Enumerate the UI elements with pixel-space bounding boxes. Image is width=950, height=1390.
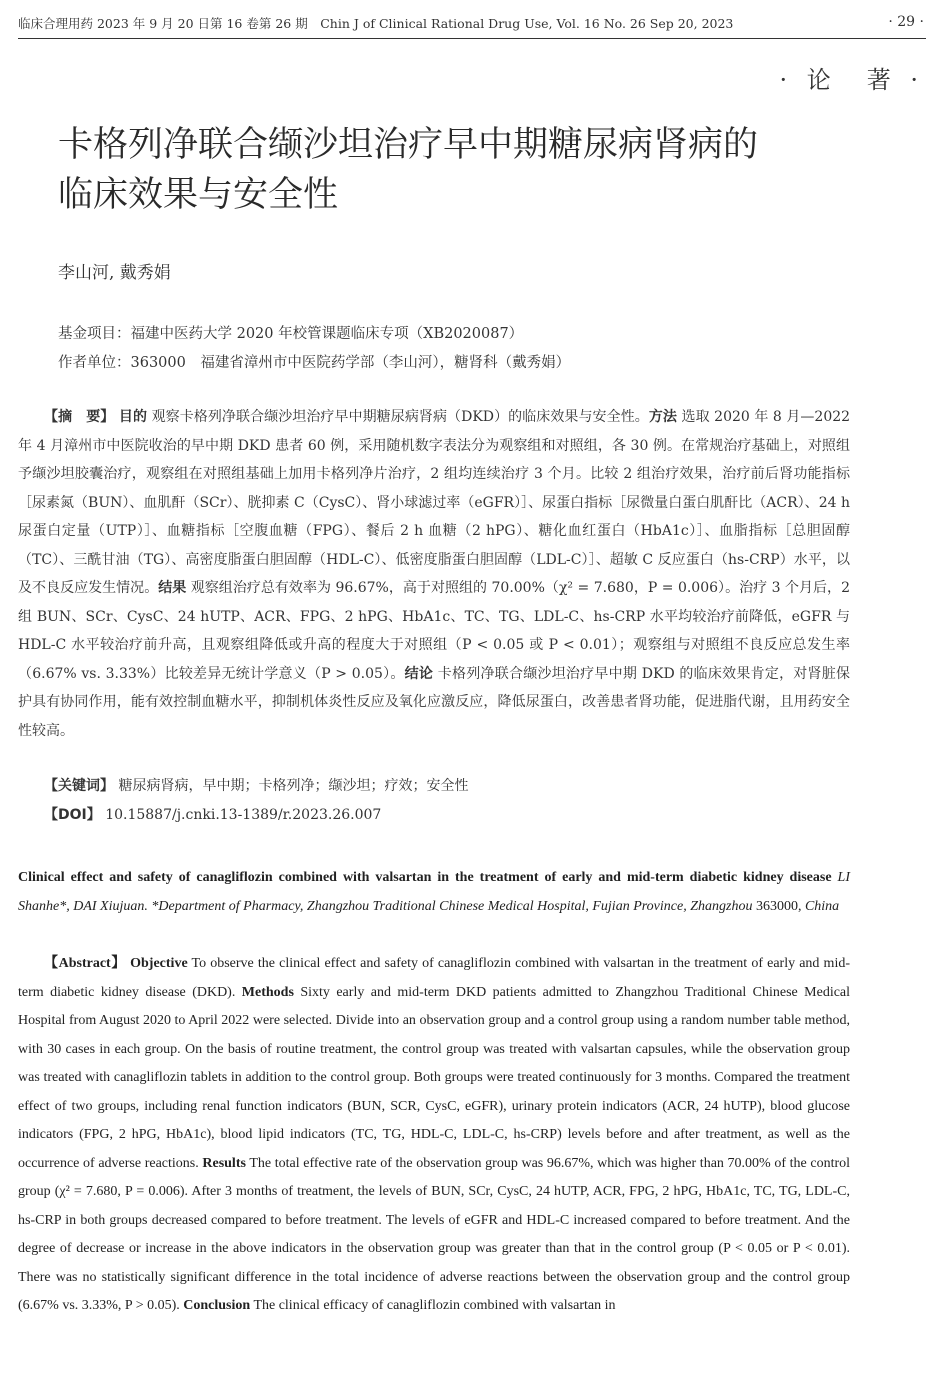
en-results-label: Results: [202, 1155, 246, 1171]
keywords-label: 【关键词】: [44, 778, 114, 794]
en-postcode: 363000,: [755, 898, 802, 914]
cn-objective-label: 目的: [118, 409, 148, 425]
cn-results-label: 结果: [158, 580, 187, 596]
keywords-line: [44, 775, 468, 795]
en-title: Clinical effect and safety of canagliflozin combined with valsartan in the treatment of early and mid-term diabetic kidney disease: [18, 870, 832, 885]
en-abstract-label: 【Abstract】: [44, 956, 126, 971]
en-objective: To observe the clinical effect and safety of canagliflozin combined with valsartan in the treatment of early and mid-term diabetic kidney disease (DKD).: [18, 956, 850, 1000]
en-methods: Sixty early and mid-term DKD patients admitted to Zhangzhou Traditional Chinese Medical Hospital from August 2020 to April 2022 were selected. Divide into an observation group and a control group using a random number table method, with 30 cases in each group. On the basis of routine treatment, the control group was treated with valsartan capsules, while the observation group was treated with canagliflozin tablets in addition to the control group. Both groups were treated continuously for 3 months. Compared the treatment effect of two groups, including renal function indicators (BUN, SCR, CysC, eGFR), urinary protein indicators (ACR, 24 hUTP), blood glucose indicators (FPG, 2 hPG, HbA1c), blood lipid indicators (TC, TG, HDL-C, LDL-C, hs-CRP) levels before and after treatment, as well as the occurrence of adverse reactions.: [18, 984, 851, 1171]
en-authors: LI Shanhe*, DAI Xiujuan.: [18, 870, 850, 914]
doi-line: [44, 804, 381, 824]
title-line-1: 卡格列净联合缬沙坦治疗早中期糖尿病肾病的: [58, 125, 759, 165]
affiliation-line: 作者单位：363000 福建省漳州市中医院药学部（李山河），糖肾科（戴秀娟）: [58, 355, 571, 371]
en-abstract: [18, 950, 850, 1321]
doi-text: 10.15887/j.cnki.13-1389/r.2023.26.007: [105, 807, 382, 823]
running-header: 临床合理用药 2023 年 9 月 20 日第 16 卷第 26 期 Chin J of Clinical Rational Drug Use, Vol. 16 No. 26 Sep 20, 2023: [18, 16, 734, 31]
en-conclusion-label: Conclusion: [183, 1298, 251, 1313]
cn-abstract-label: 【摘 要】: [44, 409, 115, 425]
keywords-text: 糖尿病肾病，早中期；卡格列净；缬沙坦；疗效；安全性: [118, 778, 469, 794]
title-line-2: 临床效果与安全性: [58, 175, 339, 215]
cn-methods-label: 方法: [648, 409, 677, 425]
article-title: [58, 120, 858, 220]
cn-results: 观察组治疗总有效率为 96.67%，高于对照组的 70.00%（χ² = 7.680，P = 0.006）。治疗 3 个月后，2 组 BUN、SCr、CysC、24 hUTP、ACR、FPG、2 hPG、HbA1c、TC、TG、LDL-C、hs-CRP 水平均较治疗前降低，eGFR 与 HDL-C 水平较治疗前升高，且观察组降低或升高的程度大于对照组（P < 0.05 或 P < 0.01）；观察组与对照组不良反应总发生率（6.67% vs. 3.33%）比较差异无统计学意义（P > 0.05）。: [18, 580, 850, 682]
authors: 李山河, 戴秀娟: [58, 263, 171, 283]
cn-conclusion: 卡格列净联合缬沙坦治疗早中期 DKD 的临床效果肯定，对肾脏保护具有协同作用，能有效控制血糖水平，抑制机体炎性反应及氧化应激反应，降低尿蛋白，改善患者肾功能，促进脂代谢，且用药安全性较高。: [18, 665, 851, 739]
en-conclusion: The clinical efficacy of canagliflozin combined with valsartan in: [253, 1298, 616, 1313]
section-label: · 论 著 ·: [779, 66, 924, 94]
en-results: The total effective rate of the observation group was 96.67%, which was higher than 70.00% of the control group (χ² = 7.680, P = 0.006). After 3 months of treatment, the levels of BUN, SCr, CysC, 24 hUTP, ACR, FPG, 2 hPG, HbA1c, TC, TG, LDL-C, hs-CRP in both groups decreased compared to before treatment. The levels of eGFR and HDL-C increased compared to before treatment. And the degree of decrease or increase in the above indicators in the observation group was greater than that in the control group (P < 0.05 or P < 0.01). There was no statistically significant difference in the total incidence of adverse reactions between the observation group and the control group (6.67% vs. 3.33%, P > 0.05).: [18, 1155, 851, 1313]
cn-objective: 观察卡格列净联合缬沙坦治疗早中期糖尿病肾病（DKD）的临床效果与安全性。: [151, 409, 649, 425]
cn-conclusion-label: 结论: [404, 665, 434, 682]
en-objective-label: Objective: [130, 956, 188, 971]
cn-methods: 选取 2020 年 8 月—2022 年 4 月漳州市中医院收治的早中期 DKD 患者 60 例，采用随机数字表法分为观察组和对照组，各 30 例。在常规治疗基础上，对照组予缬沙坦胶囊治疗，观察组在对照组基础上加用卡格列净片治疗，2 组均连续治疗 3 个月。比较 2 组治疗效果，治疗前后肾功能指标［尿素氮（BUN）、血肌酐（SCr）、胱抑素 C（CysC）、肾小球滤过率（eGFR）］、尿蛋白指标［尿微量白蛋白肌酐比（ACR）、24 h 尿蛋白定量（UTP）］、血糖指标［空腹血糖（FPG）、餐后 2 h 血糖（2 hPG）、糖化血红蛋白（HbA1c）］、血脂指标［总胆固醇（TC）、三酰甘油（TG）、高密度脂蛋白胆固醇（HDL-C）、低密度脂蛋白胆固醇（LDL-C）］、超敏 C 反应蛋白（hs-CRP）水平，以及不良反应发生情况。: [18, 409, 851, 596]
en-methods-label: Methods: [241, 984, 294, 1000]
doi-label: 【DOI】: [44, 807, 101, 823]
en-affiliation: *Department of Pharmacy, Zhangzhou Traditional Chinese Medical Hospital, Fujian Province, Zhangzhou: [151, 898, 753, 914]
en-country: China: [804, 898, 840, 914]
cn-abstract: [18, 403, 850, 745]
fund-line: 基金项目：福建中医药大学 2020 年校管课题临床专项（XB2020087）: [58, 326, 524, 342]
en-title-block: [18, 864, 850, 921]
header-rule: [18, 38, 926, 39]
page-number: · 29 ·: [888, 14, 924, 30]
